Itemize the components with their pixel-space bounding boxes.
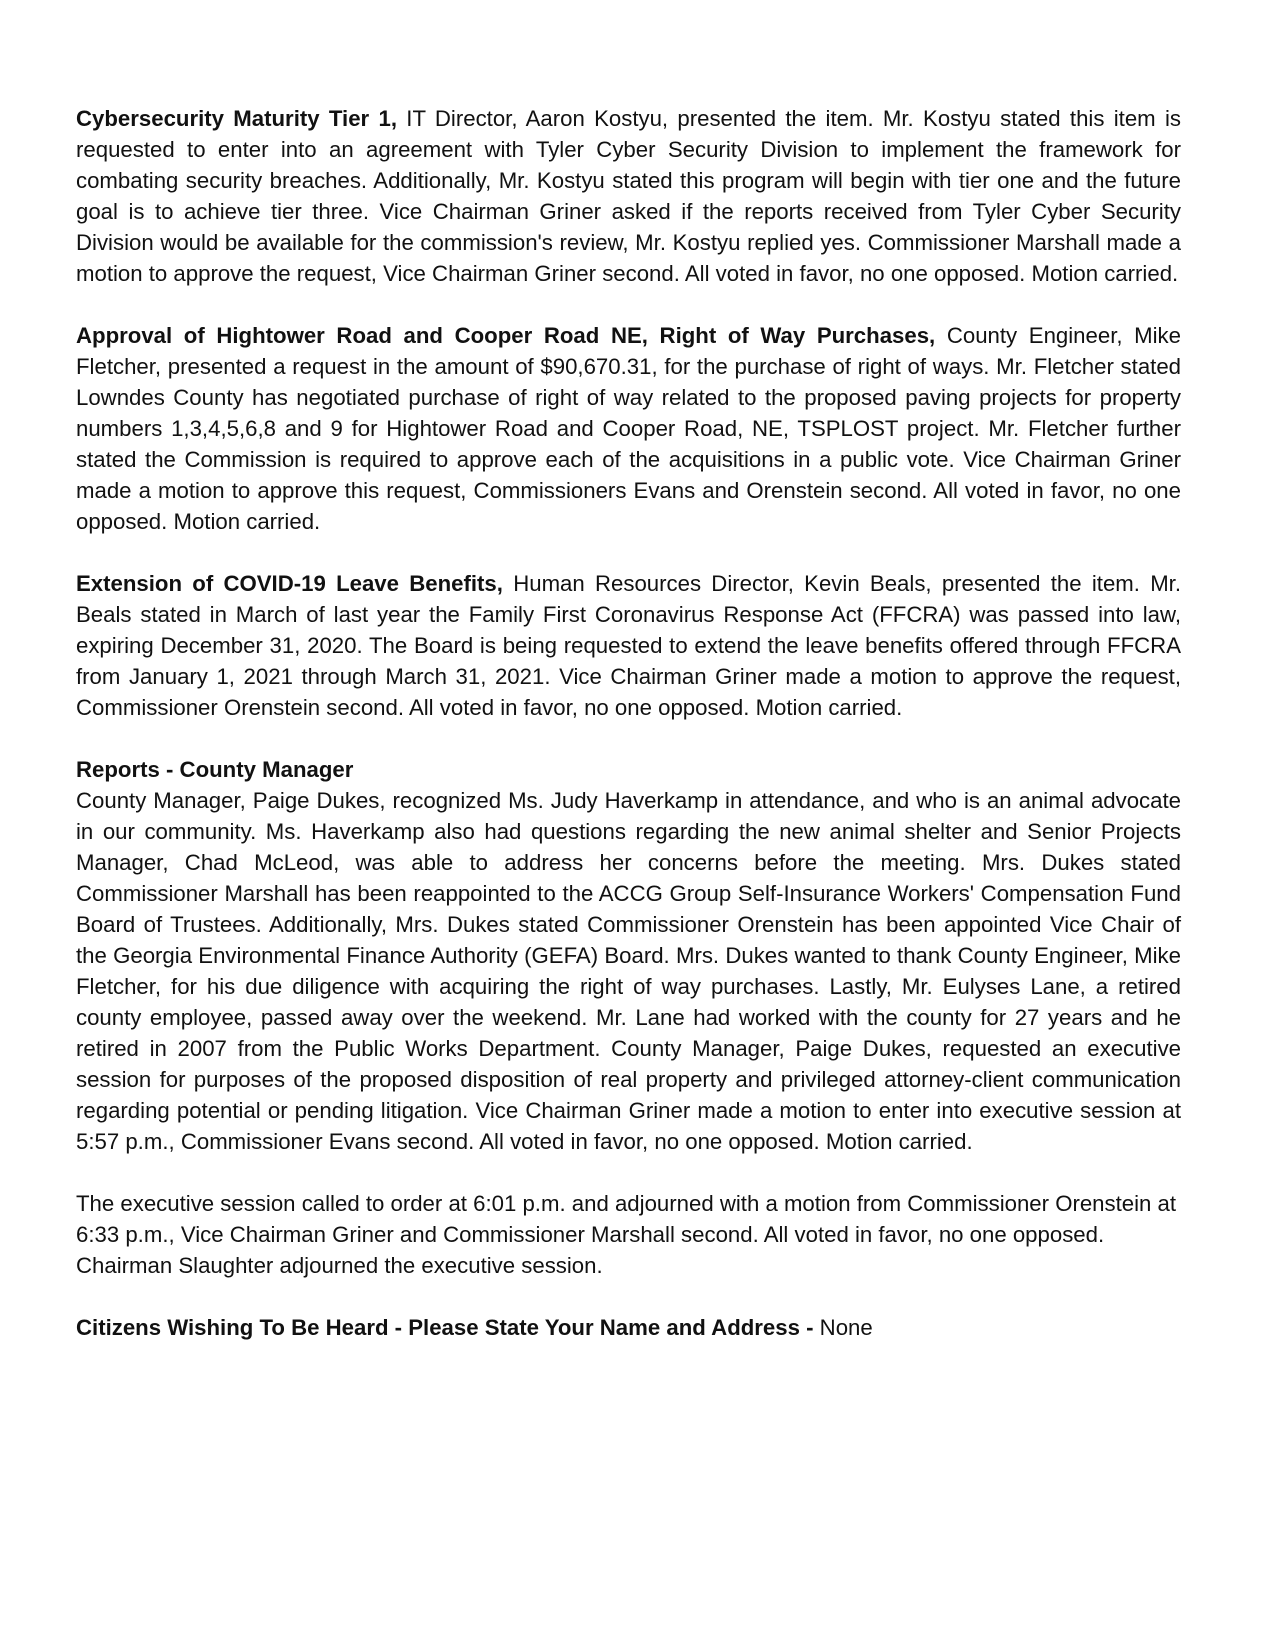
right-of-way-body: County Engineer, Mike Fletcher, presented a request in the amount of $90,670.31, for the purchase of right of ways. Mr. Fletcher stated Lowndes County has negotiated purchase of right of way related to the proposed paving projects for property numbers 1,3,4,5,6,8 and 9 for Hightower Road and Cooper Road, NE, TSPLOST project. Mr. Fletcher further stated the Commission is required to approve each of the acquisitions in a public vote. Vice Chairman Griner made a motion to approve this request, Commissioners Evans and Orenstein second. All voted in favor, no one opposed. Motion carried. — [76, 323, 1181, 534]
right-of-way-paragraph — [76, 320, 1181, 537]
reports-section — [76, 754, 1181, 1157]
cybersecurity-paragraph — [76, 103, 1181, 289]
cybersecurity-heading: Cybersecurity Maturity Tier 1, — [76, 106, 397, 131]
reports-heading: Reports - County Manager — [76, 757, 354, 782]
right-of-way-heading: Approval of Hightower Road and Cooper Road NE, Right of Way Purchases, — [76, 323, 936, 348]
cybersecurity-body: IT Director, Aaron Kostyu, presented the item. Mr. Kostyu stated this item is requested to enter into an agreement with Tyler Cyber Security Division to implement the framework for combating security breaches. Additionally, Mr. Kostyu stated this program will begin with tier one and the future goal is to achieve tier three. Vice Chairman Griner asked if the reports received from Tyler Cyber Security Division would be available for the commission's review, Mr. Kostyu replied yes. Commissioner Marshall made a motion to approve the request, Vice Chairman Griner second. All voted in favor, no one opposed. Motion carried. — [76, 106, 1181, 286]
minutes-page — [76, 103, 1181, 1374]
covid-leave-heading: Extension of COVID-19 Leave Benefits, — [76, 571, 503, 596]
reports-body: County Manager, Paige Dukes, recognized Ms. Judy Haverkamp in attendance, and who is an animal advocate in our community. Ms. Haverkamp also had questions regarding the new animal shelter and Senior Projects Manager, Chad McLeod, was able to address her concerns before the meeting. Mrs. Dukes stated Commissioner Marshall has been reappointed to the ACCG Group Self-Insurance Workers' Compensation Fund Board of Trustees. Additionally, Mrs. Dukes stated Commissioner Orenstein has been appointed Vice Chair of the Georgia Environmental Finance Authority (GEFA) Board. Mrs. Dukes wanted to thank County Engineer, Mike Fletcher, for his due diligence with acquiring the right of way purchases. Lastly, Mr. Eulyses Lane, a retired county employee, passed away over the weekend. Mr. Lane had worked with the county for 27 years and he retired in 2007 from the Public Works Department. County Manager, Paige Dukes, requested an executive session for purposes of the proposed disposition of real property and privileged attorney-client communication regarding potential or pending litigation. Vice Chairman Griner made a motion to enter into executive session at 5:57 p.m., Commissioner Evans second. All voted in favor, no one opposed. Motion carried. — [76, 788, 1181, 1154]
citizens-body: None — [813, 1315, 873, 1340]
covid-leave-body: Human Resources Director, Kevin Beals, presented the item. Mr. Beals stated in March of last year the Family First Coronavirus Response Act (FFCRA) was passed into law, expiring December 31, 2020. The Board is being requested to extend the leave benefits offered through FFCRA from January 1, 2021 through March 31, 2021. Vice Chairman Griner made a motion to approve the request, Commissioner Orenstein second. All voted in favor, no one opposed. Motion carried. — [76, 571, 1182, 720]
covid-leave-paragraph — [76, 568, 1181, 723]
executive-session-paragraph: The executive session called to order at 6:01 p.m. and adjourned with a motion from Commissioner Orenstein at 6:33 p.m., Vice Chairman Griner and Commissioner Marshall second. All voted in favor, no one opposed. Chairman Slaughter adjourned the executive session. — [76, 1191, 1177, 1278]
citizens-heading: Citizens Wishing To Be Heard - Please State Your Name and Address - — [76, 1315, 814, 1340]
citizens-paragraph — [76, 1312, 1181, 1343]
